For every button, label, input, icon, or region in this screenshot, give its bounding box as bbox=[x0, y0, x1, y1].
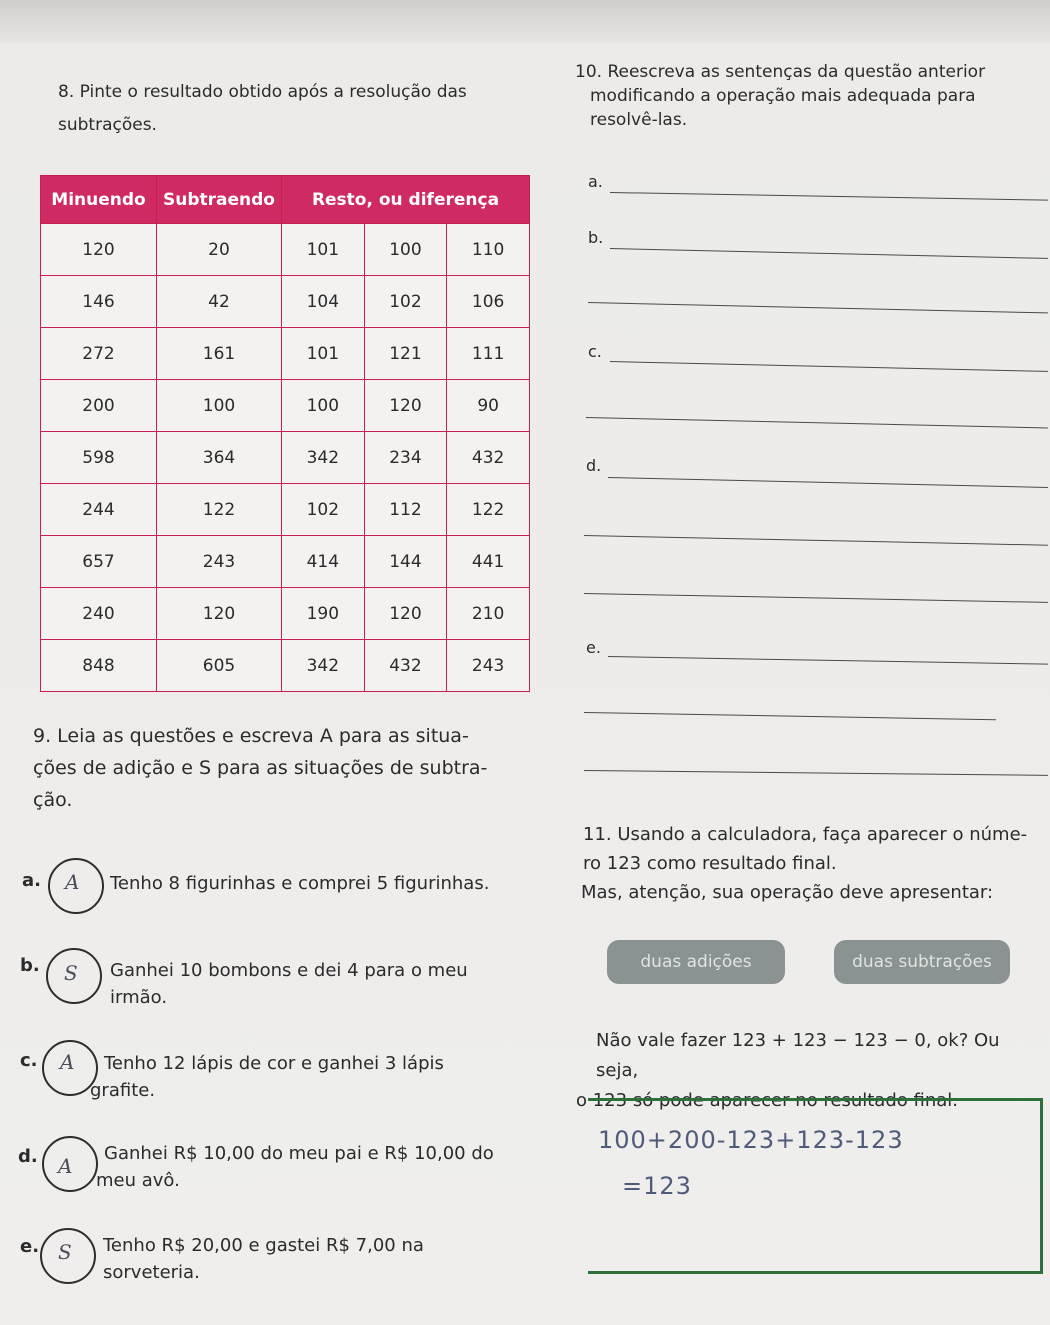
cell-subtraendo: 20 bbox=[157, 224, 282, 276]
cell-option[interactable]: 111 bbox=[447, 328, 530, 380]
cell-minuendo: 272 bbox=[41, 328, 157, 380]
note-line-2: o 123 só pode aparecer no resultado final. bbox=[576, 1090, 958, 1111]
question-10-line-1: 10. Reescreva as sentenças da questão anterior bbox=[575, 62, 986, 82]
cell-subtraendo: 364 bbox=[157, 432, 282, 484]
table-row bbox=[41, 380, 530, 432]
cell-option[interactable]: 120 bbox=[364, 588, 447, 640]
question-11 bbox=[583, 820, 1048, 907]
item-a-line-1: Tenho 8 figurinhas e comprei 5 figurinhas. bbox=[110, 873, 490, 894]
cell-option[interactable]: 101 bbox=[282, 328, 365, 380]
answer-label-c: c. bbox=[588, 342, 602, 361]
answer-label-e: e. bbox=[586, 638, 601, 657]
cell-subtraendo: 100 bbox=[157, 380, 282, 432]
answer-e: S bbox=[58, 1240, 72, 1264]
cell-subtraendo: 122 bbox=[157, 484, 282, 536]
cell-option[interactable]: 441 bbox=[447, 536, 530, 588]
cell-minuendo: 598 bbox=[41, 432, 157, 484]
cell-subtraendo: 120 bbox=[157, 588, 282, 640]
cell-option[interactable]: 102 bbox=[364, 276, 447, 328]
item-c-text bbox=[90, 1050, 564, 1104]
answer-line-c[interactable] bbox=[610, 361, 1048, 372]
question-11-line-1: 11. Usando a calculadora, faça aparecer o núme- bbox=[583, 824, 1028, 845]
cell-option[interactable]: 243 bbox=[447, 640, 530, 692]
item-a-label: a. bbox=[22, 870, 41, 891]
cell-option[interactable]: 234 bbox=[364, 432, 447, 484]
cell-subtraendo: 243 bbox=[157, 536, 282, 588]
cell-option[interactable]: 106 bbox=[447, 276, 530, 328]
item-c-line-2: grafite. bbox=[90, 1080, 156, 1101]
handwritten-result: =123 bbox=[622, 1172, 692, 1200]
answer-label-a: a. bbox=[588, 172, 603, 191]
header-subtraendo: Subtraendo bbox=[157, 176, 282, 224]
table-row bbox=[41, 328, 530, 380]
header-resto: Resto, ou diferença bbox=[282, 176, 530, 224]
item-e-line-1: Tenho R$ 20,00 e gastei R$ 7,00 na bbox=[103, 1235, 424, 1256]
cell-option[interactable]: 210 bbox=[447, 588, 530, 640]
table-row bbox=[41, 432, 530, 484]
question-8-line-2: subtrações. bbox=[58, 115, 157, 135]
cell-option[interactable]: 101 bbox=[282, 224, 365, 276]
subtraction-table bbox=[40, 175, 530, 692]
answer-line-d2[interactable] bbox=[584, 535, 1048, 546]
item-d-line-1: Ganhei R$ 10,00 do meu pai e R$ 10,00 do bbox=[104, 1143, 494, 1164]
page-top-shadow bbox=[0, 0, 1050, 42]
cell-minuendo: 120 bbox=[41, 224, 157, 276]
item-b-label: b. bbox=[20, 955, 40, 976]
item-b-text bbox=[110, 957, 570, 1011]
question-11-line-2: ro 123 como resultado final. bbox=[583, 853, 837, 874]
cell-option[interactable]: 121 bbox=[364, 328, 447, 380]
cell-option[interactable]: 100 bbox=[282, 380, 365, 432]
table-row bbox=[41, 640, 530, 692]
cell-option[interactable]: 120 bbox=[364, 380, 447, 432]
answer-line-c2[interactable] bbox=[586, 417, 1048, 428]
answer-label-b: b. bbox=[588, 228, 604, 247]
item-d-text bbox=[96, 1140, 564, 1194]
table-row bbox=[41, 224, 530, 276]
answer-line-e[interactable] bbox=[608, 656, 1048, 665]
question-10-line-3: resolvê-las. bbox=[590, 110, 688, 130]
cell-minuendo: 200 bbox=[41, 380, 157, 432]
cell-minuendo: 848 bbox=[41, 640, 157, 692]
question-9-line-2: ções de adição e S para as situações de subtra- bbox=[33, 757, 488, 779]
answer-line-a[interactable] bbox=[610, 192, 1048, 201]
answer-label-d: d. bbox=[586, 456, 602, 475]
cell-minuendo: 146 bbox=[41, 276, 157, 328]
answer-line-e3[interactable] bbox=[584, 770, 1048, 776]
question-8 bbox=[58, 76, 548, 142]
question-11-line-3: Mas, atenção, sua operação deve apresentar: bbox=[581, 882, 994, 903]
cell-option[interactable]: 104 bbox=[282, 276, 365, 328]
answer-line-e2[interactable] bbox=[584, 712, 996, 720]
cell-option[interactable]: 102 bbox=[282, 484, 365, 536]
answer-line-d3[interactable] bbox=[584, 593, 1048, 603]
answer-line-b[interactable] bbox=[610, 248, 1048, 259]
table-row bbox=[41, 588, 530, 640]
cell-option[interactable]: 112 bbox=[364, 484, 447, 536]
item-e-line-2: sorveteria. bbox=[103, 1262, 200, 1283]
question-9 bbox=[33, 720, 553, 816]
item-d-label: d. bbox=[18, 1146, 38, 1167]
answer-line-d[interactable] bbox=[608, 477, 1048, 488]
item-d-line-2: meu avô. bbox=[96, 1170, 180, 1191]
item-a-text bbox=[110, 870, 570, 897]
item-b-line-2: irmão. bbox=[110, 987, 168, 1008]
answer-c: A bbox=[60, 1050, 75, 1074]
question-9-line-3: ção. bbox=[33, 789, 73, 811]
cell-option[interactable]: 144 bbox=[364, 536, 447, 588]
item-c-label: c. bbox=[20, 1050, 38, 1071]
note-line-1: Não vale fazer 123 + 123 − 123 − 0, ok? Ou seja, bbox=[596, 1030, 1000, 1081]
cell-option[interactable]: 414 bbox=[282, 536, 365, 588]
table-header-row bbox=[41, 176, 530, 224]
cell-option[interactable]: 122 bbox=[447, 484, 530, 536]
cell-subtraendo: 605 bbox=[157, 640, 282, 692]
item-e-text bbox=[103, 1232, 563, 1286]
answer-line-b2[interactable] bbox=[588, 302, 1048, 313]
cell-option[interactable]: 190 bbox=[282, 588, 365, 640]
cell-option[interactable]: 110 bbox=[447, 224, 530, 276]
cell-option[interactable]: 432 bbox=[447, 432, 530, 484]
cell-subtraendo: 42 bbox=[157, 276, 282, 328]
item-c-line-1: Tenho 12 lápis de cor e ganhei 3 lápis bbox=[104, 1053, 444, 1074]
cell-minuendo: 244 bbox=[41, 484, 157, 536]
pill-duas-subtracoes: duas subtrações bbox=[834, 940, 1010, 984]
answer-b: S bbox=[64, 961, 78, 985]
table-row bbox=[41, 276, 530, 328]
question-9-line-1: 9. Leia as questões e escreva A para as situa- bbox=[33, 725, 469, 747]
cell-minuendo: 240 bbox=[41, 588, 157, 640]
cell-minuendo: 657 bbox=[41, 536, 157, 588]
cell-subtraendo: 161 bbox=[157, 328, 282, 380]
cell-option[interactable]: 342 bbox=[282, 640, 365, 692]
question-10-line-2: modificando a operação mais adequada para bbox=[590, 86, 976, 106]
cell-option[interactable]: 342 bbox=[282, 432, 365, 484]
item-e-label: e. bbox=[20, 1236, 40, 1257]
cell-option[interactable]: 90 bbox=[447, 380, 530, 432]
table-row bbox=[41, 536, 530, 588]
answer-d: A bbox=[58, 1154, 73, 1178]
handwritten-operation: 100+200-123+123-123 bbox=[598, 1126, 904, 1154]
header-minuendo: Minuendo bbox=[41, 176, 157, 224]
cell-option[interactable]: 432 bbox=[364, 640, 447, 692]
item-b-line-1: Ganhei 10 bombons e dei 4 para o meu bbox=[110, 960, 468, 981]
answer-a: A bbox=[65, 870, 80, 894]
question-8-line-1: 8. Pinte o resultado obtido após a resolução das bbox=[58, 82, 467, 102]
cell-option[interactable]: 100 bbox=[364, 224, 447, 276]
table-row bbox=[41, 484, 530, 536]
question-10 bbox=[575, 60, 1045, 132]
pill-duas-adicoes: duas adições bbox=[607, 940, 785, 984]
